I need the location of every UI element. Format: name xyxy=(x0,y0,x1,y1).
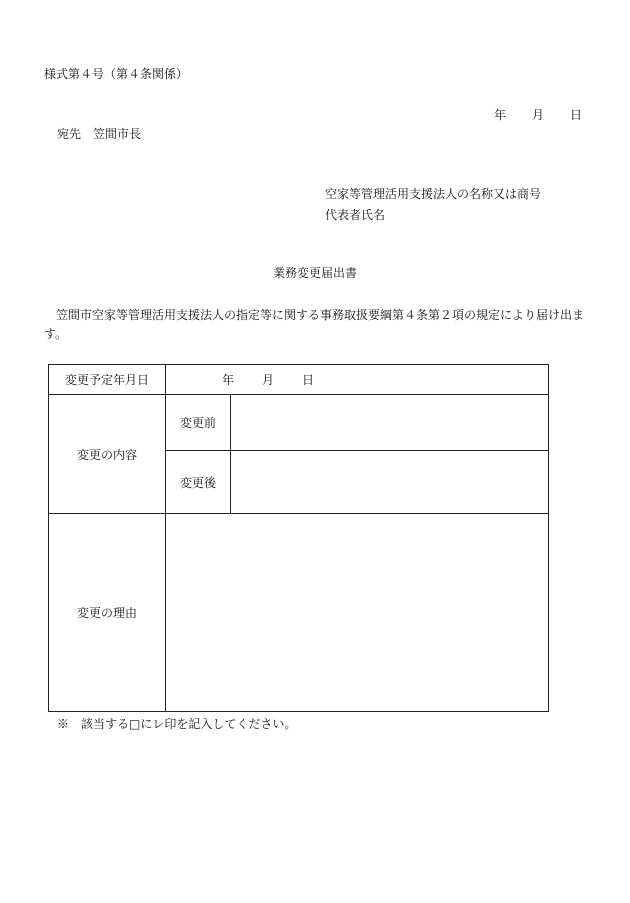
change-form-table xyxy=(48,364,549,712)
scheduled-month-label: 月 xyxy=(262,373,275,387)
change-before-row xyxy=(49,395,549,451)
date-year-label: 年 xyxy=(494,108,507,122)
change-reason-label: 変更の理由 xyxy=(49,514,166,712)
scheduled-year-label: 年 xyxy=(222,373,235,387)
change-after-field[interactable] xyxy=(231,451,549,514)
date-month-label: 月 xyxy=(532,108,545,122)
addressee: 宛先 笠間市長 xyxy=(57,127,142,141)
document-title: 業務変更届出書 xyxy=(272,266,357,280)
scheduled-date-row xyxy=(49,365,549,395)
document-body: 笠間市空家等管理活用支援法人の指定等に関する事務取扱要綱第４条第２項の規定により届け出ます。 xyxy=(44,308,585,341)
form-number: 様式第４号（第４条関係） xyxy=(44,67,189,81)
representative-name-label: 代表者氏名 xyxy=(325,208,386,222)
scheduled-date-label: 変更予定年月日 xyxy=(49,365,166,395)
change-before-label: 変更前 xyxy=(166,395,231,451)
change-after-label: 変更後 xyxy=(166,451,231,514)
change-reason-row xyxy=(49,514,549,712)
scheduled-date-field[interactable] xyxy=(166,365,549,395)
applicant-name-label: 空家等管理活用支援法人の名称又は商号 xyxy=(325,187,542,201)
scheduled-day-label: 日 xyxy=(302,373,315,387)
footnote: ※ 該当する□にレ印を記入してください。 xyxy=(57,717,297,731)
date-day-label: 日 xyxy=(570,108,583,122)
change-reason-field[interactable] xyxy=(166,514,549,712)
change-before-field[interactable] xyxy=(231,395,549,451)
submission-date xyxy=(494,108,582,122)
change-content-label: 変更の内容 xyxy=(49,395,166,514)
